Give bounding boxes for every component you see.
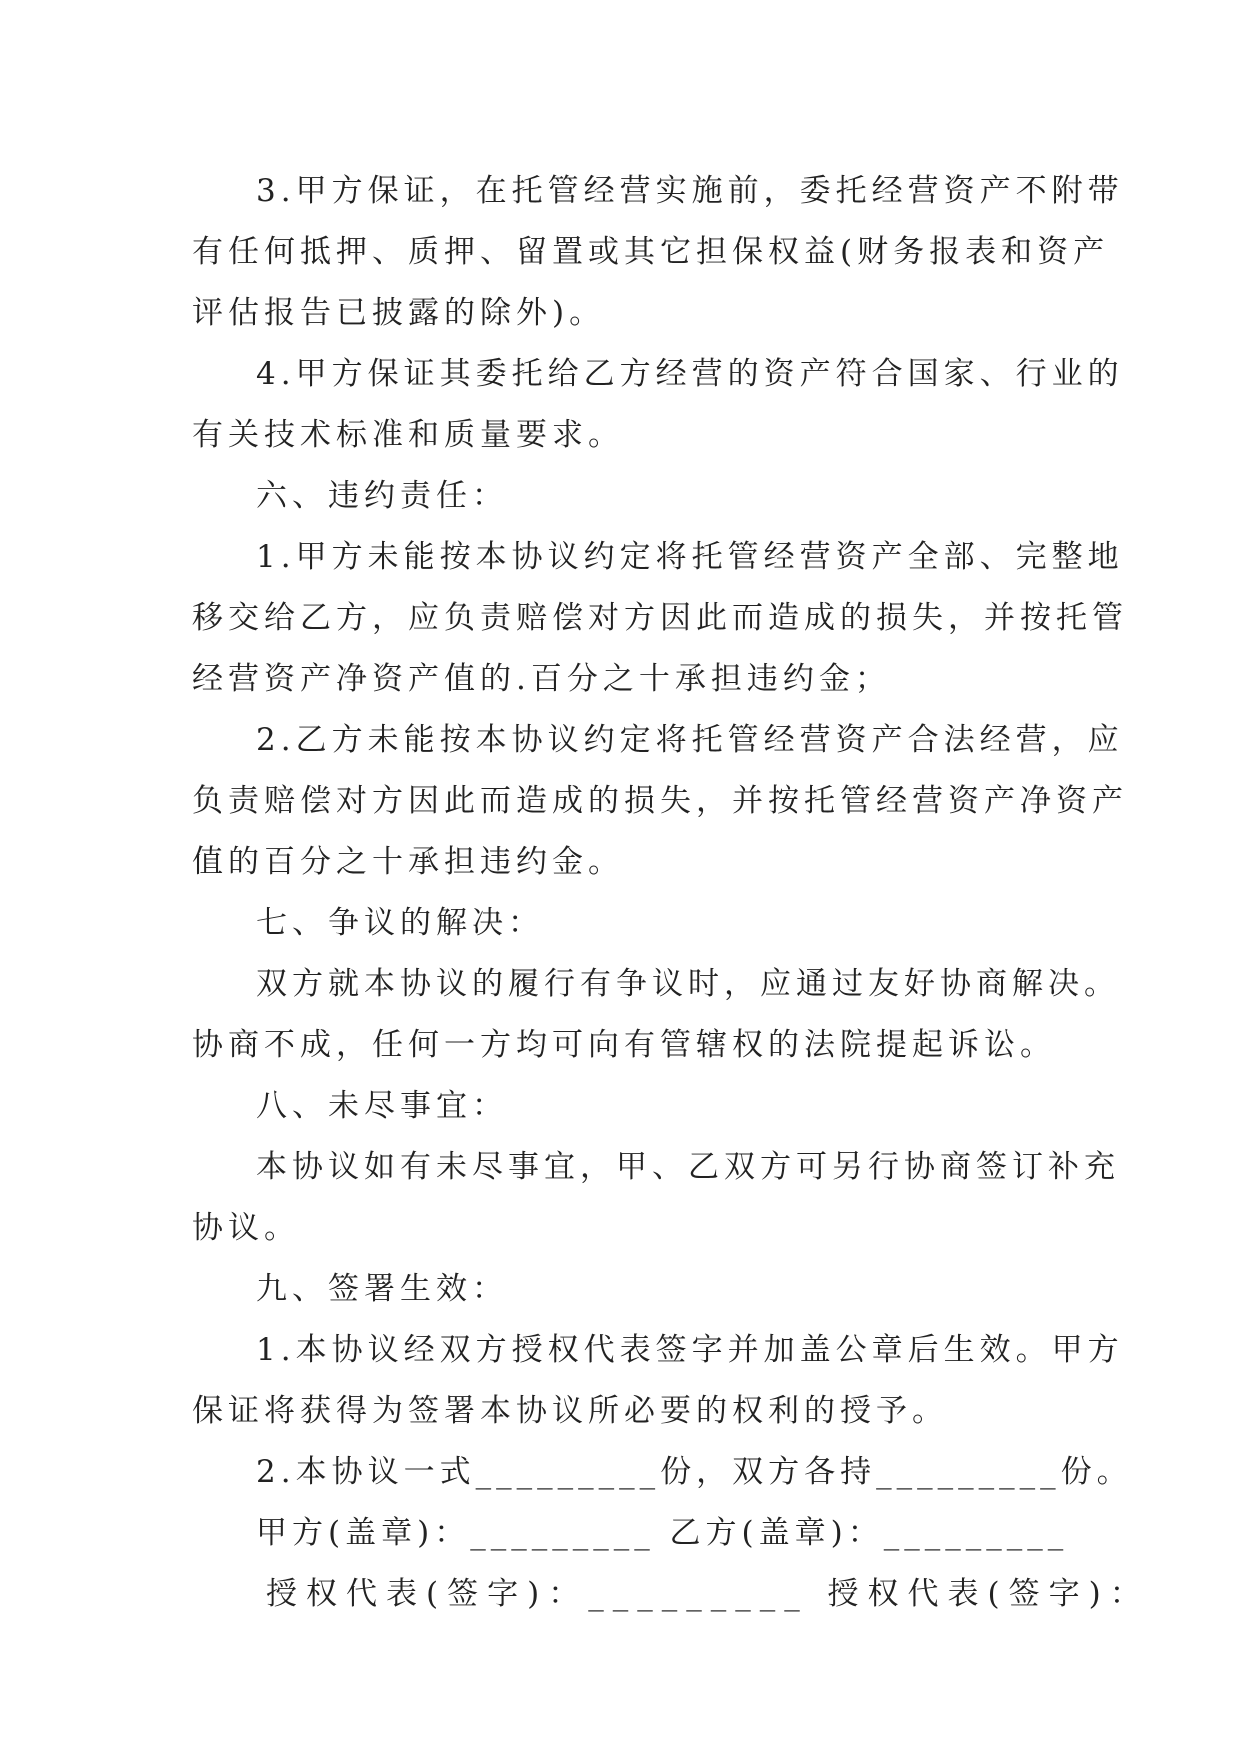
- section-heading-dispute: [192, 893, 1052, 954]
- text-line: 协商不成，任何一方均可向有管辖权的法院提起诉讼。: [192, 1027, 1056, 1063]
- text-line: 协议。: [192, 1210, 300, 1246]
- signing-clause-1: [192, 1320, 1124, 1442]
- section-heading-other: [192, 1076, 1052, 1137]
- representative-sign-line: 授权代表(签字)：_________ 授权代表(签字)：: [266, 1576, 1150, 1612]
- text-line: 双方就本协议的履行有争议时，应通过友好协商解决。: [256, 966, 1120, 1002]
- clause-4: [192, 344, 1124, 466]
- text-line: 1.甲方未能按本协议约定将托管经营资产全部、完整地: [256, 539, 1124, 575]
- clause-3: [192, 161, 1124, 344]
- text-line: 保证将获得为签署本协议所必要的权利的授予。: [192, 1393, 948, 1429]
- text-line: 4.甲方保证其委托给乙方经营的资产符合国家、行业的: [256, 356, 1124, 392]
- text-line: 值的百分之十承担违约金。: [192, 844, 624, 880]
- text-line: 评估报告已披露的除外)。: [192, 295, 606, 331]
- text-line: 经营资产净资产值的.百分之十承担违约金；: [192, 661, 891, 697]
- section-heading: 八、未尽事宜：: [256, 1088, 508, 1124]
- text-line: 负责赔偿对方因此而造成的损失，并按托管经营资产净资产: [192, 783, 1128, 819]
- section-heading: 九、签署生效：: [256, 1271, 508, 1307]
- text-line: 1.本协议经双方授权代表签字并加盖公章后生效。甲方: [256, 1332, 1124, 1368]
- section-heading: 七、争议的解决：: [256, 905, 544, 941]
- section-heading: 六、违约责任：: [256, 478, 508, 514]
- document-body: [192, 161, 1150, 1625]
- text-line: 3.甲方保证，在托管经营实施前，委托经营资产不附带: [256, 173, 1124, 209]
- section-heading-breach: [192, 466, 1052, 527]
- breach-clause-1: [192, 527, 1128, 710]
- signing-clause-2: [192, 1442, 1133, 1503]
- text-line: 移交给乙方，应负责赔偿对方因此而造成的损失，并按托管: [192, 600, 1128, 636]
- other-clause: [192, 1137, 1120, 1259]
- party-seal-line: 甲方(盖章)：_________ 乙方(盖章)：_________: [256, 1515, 1069, 1551]
- text-line: 有关技术标准和质量要求。: [192, 417, 624, 453]
- breach-clause-2: [192, 710, 1128, 893]
- text-line: 本协议如有未尽事宜，甲、乙双方可另行协商签订补充: [256, 1149, 1120, 1185]
- dispute-clause: [192, 954, 1120, 1076]
- section-heading-signing: [192, 1259, 1052, 1320]
- text-line: 有任何抵押、质押、留置或其它担保权益(财务报表和资产: [192, 234, 1110, 270]
- signature-block: [192, 1503, 1150, 1625]
- text-line: 2.本协议一式_________份，双方各持_________份。: [256, 1454, 1133, 1490]
- text-line: 2.乙方未能按本协议约定将托管经营资产合法经营，应: [256, 722, 1124, 758]
